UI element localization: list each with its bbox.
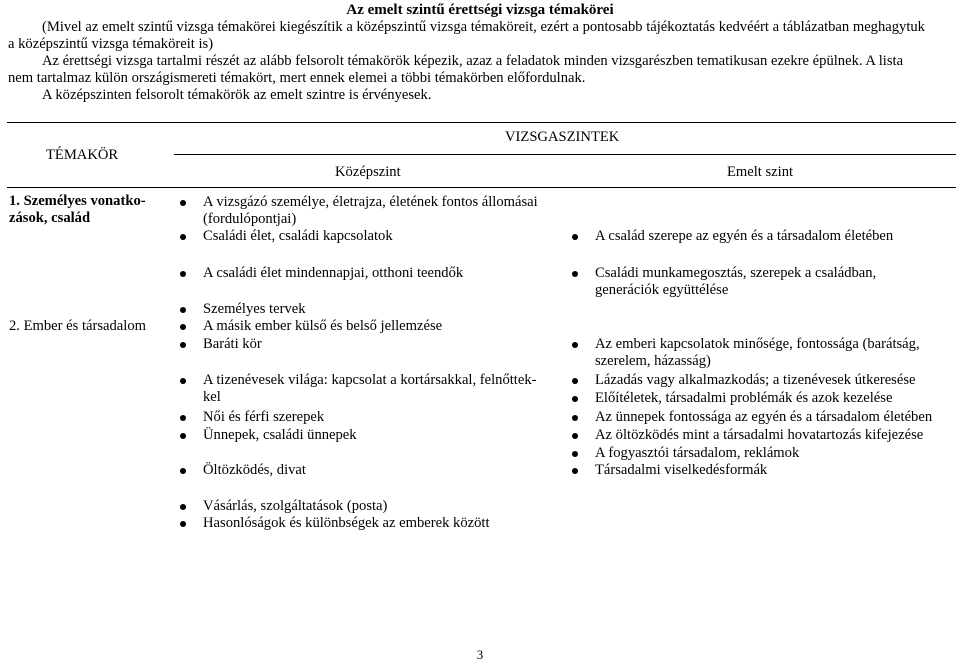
bullet-icon bbox=[572, 433, 578, 439]
page-title: Az emelt szintű érettségi vizsga témakörei bbox=[346, 2, 614, 18]
bullet-icon bbox=[572, 342, 578, 348]
adv-item-text: A fogyasztói társadalom, reklámok bbox=[595, 445, 800, 461]
mid-item-text: Hasonlóságok és különbségek az emberek között bbox=[203, 515, 490, 531]
mid-item-text: Öltözködés, divat bbox=[203, 462, 306, 478]
mid-item-text: Női és férfi szerepek bbox=[203, 409, 325, 425]
adv-item-text: Az ünnepek fontossága az egyén és a társadalom életében bbox=[595, 409, 933, 425]
mid-item-text: A másik ember külső és belső jellemzése bbox=[203, 318, 443, 334]
mid-item-text: Családi élet, családi kapcsolatok bbox=[203, 228, 393, 244]
bullet-icon bbox=[180, 342, 186, 348]
intro-line-4: nem tartalmaz külön országismereti témakört, mert ennek elemei a többi témakörben előfordulnak. bbox=[8, 70, 586, 86]
bullet-icon bbox=[180, 378, 186, 384]
topic-1-line-2: zások, család bbox=[9, 210, 91, 226]
page-number: 3 bbox=[476, 647, 484, 662]
levels-header-divider bbox=[174, 154, 956, 155]
bullet-icon bbox=[180, 433, 186, 439]
mid-item-text: A tizenévesek világa: kapcsolat a kortársakkal, felnőttek- kel bbox=[203, 372, 537, 405]
bullet-icon bbox=[180, 504, 186, 510]
bullet-icon bbox=[572, 415, 578, 421]
intro-line-5: A középszinten felsorolt témakörök az emelt szintre is érvényesek. bbox=[42, 87, 432, 103]
bullet-icon bbox=[180, 521, 186, 527]
bullet-icon bbox=[572, 271, 578, 277]
bullet-icon bbox=[572, 451, 578, 457]
bullet-icon bbox=[572, 396, 578, 402]
adv-item-text: Előítéletek, társadalmi problémák és azok kezelése bbox=[595, 390, 893, 406]
bullet-icon bbox=[180, 468, 186, 474]
adv-item-text: Társadalmi viselkedésformák bbox=[595, 462, 768, 478]
bullet-icon bbox=[180, 200, 186, 206]
adv-item-text: Családi munkamegosztás, szerepek a családban, generációk együttélése bbox=[595, 265, 877, 298]
mid-item-text: A családi élet mindennapjai, otthoni teendők bbox=[203, 265, 464, 281]
bullet-icon bbox=[180, 324, 186, 330]
mid-item-text: Baráti kör bbox=[203, 336, 262, 352]
header-mid: Középszint bbox=[335, 164, 401, 180]
adv-item-text: A család szerepe az egyén és a társadalom életében bbox=[595, 228, 894, 244]
header-bottom-border bbox=[7, 187, 956, 188]
adv-item-text: Az emberi kapcsolatok minősége, fontossága (barátság, szerelem, házasság) bbox=[595, 336, 920, 369]
header-adv: Emelt szint bbox=[727, 164, 794, 180]
bullet-icon bbox=[180, 307, 186, 313]
table-top-border bbox=[7, 122, 956, 123]
bullet-icon bbox=[180, 234, 186, 240]
mid-item-text: Ünnepek, családi ünnepek bbox=[203, 427, 357, 443]
intro-line-1: (Mivel az emelt szintű vizsga témakörei kiegészítik a középszintű vizsga témaköreit, ezért a pontosabb tájékoztatás kedvéért a táblázatban meghagytuk bbox=[42, 19, 925, 35]
adv-item-text: Lázadás vagy alkalmazkodás; a tizenévesek útkeresése bbox=[595, 372, 916, 388]
bullet-icon bbox=[572, 468, 578, 474]
mid-item-text: Személyes tervek bbox=[203, 301, 306, 317]
topic-2: 2. Ember és társadalom bbox=[9, 318, 146, 334]
header-levels: VIZSGASZINTEK bbox=[505, 129, 620, 145]
bullet-icon bbox=[180, 415, 186, 421]
header-topic: TÉMAKÖR bbox=[46, 147, 119, 163]
mid-item-text: A vizsgázó személye, életrajza, életének fontos állomásai (fordulópontjai) bbox=[203, 194, 538, 227]
topic-1-line-1: 1. Személyes vonatko- bbox=[9, 193, 146, 209]
intro-line-2: a középszintű vizsga témaköreit is) bbox=[8, 36, 214, 52]
bullet-icon bbox=[180, 271, 186, 277]
bullet-icon bbox=[572, 234, 578, 240]
adv-item-text: Az öltözködés mint a társadalmi hovatartozás kifejezése bbox=[595, 427, 924, 443]
bullet-icon bbox=[572, 378, 578, 384]
mid-item-text: Vásárlás, szolgáltatások (posta) bbox=[203, 498, 388, 514]
intro-line-3: Az érettségi vizsga tartalmi részét az alább felsorolt témakörök képezik, azaz a feladatok minden vizsgarészben tematikusan ezekre épülnek. A lista bbox=[42, 53, 904, 69]
